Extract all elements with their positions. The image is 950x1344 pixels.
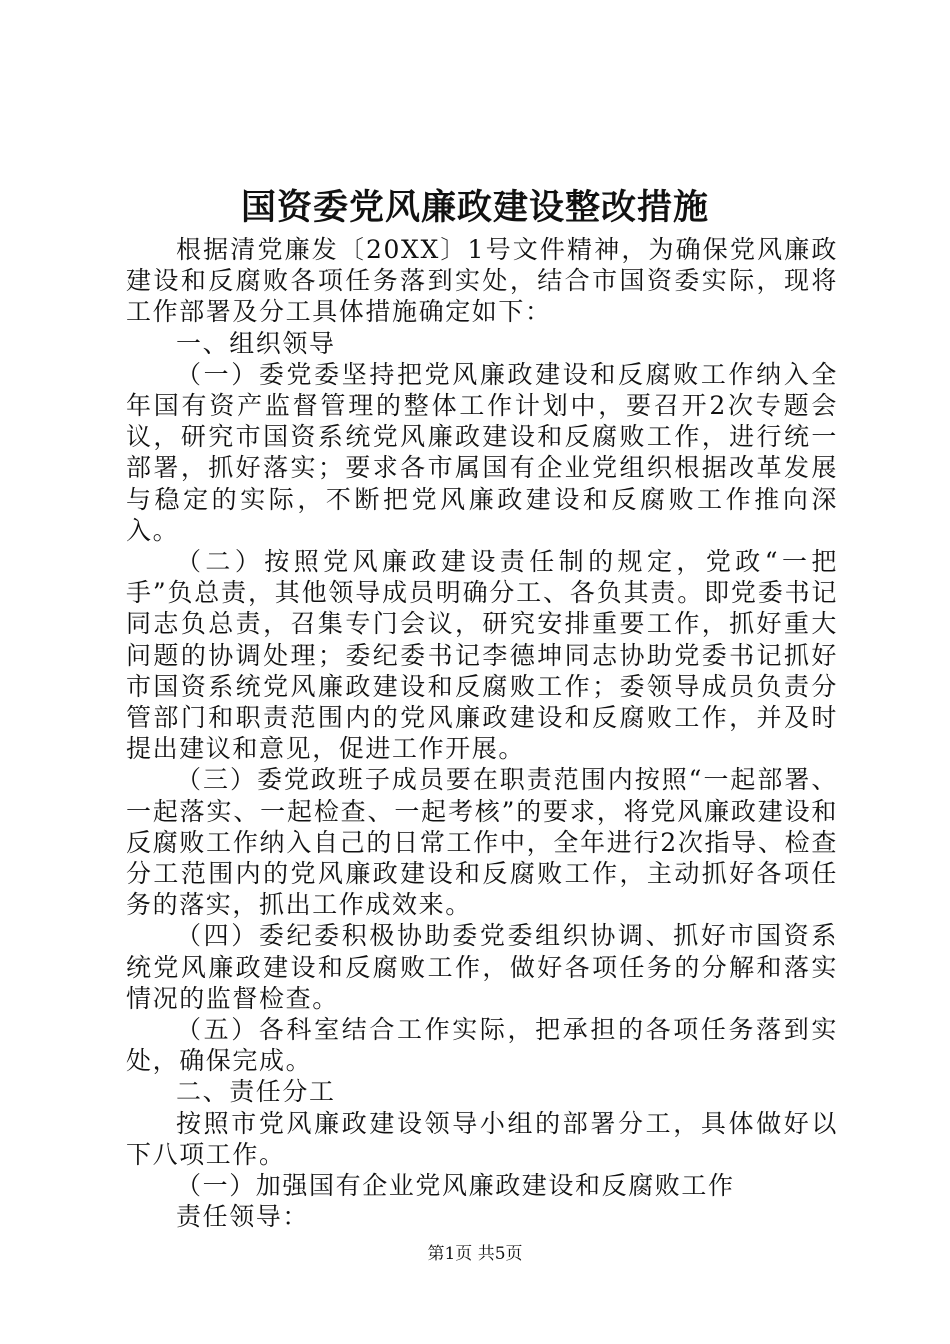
responsible-leader-label: 责任领导：	[176, 1202, 310, 1232]
paragraph-item-1-5: （五）各科室结合工作实际，把承担的各项任务落到实处，确保完成。	[126, 1015, 838, 1076]
paragraph-item-2-1: （一）加强国有企业党风廉政建设和反腐败工作	[176, 1171, 735, 1201]
section-heading-organization: 一、组织领导	[176, 328, 336, 358]
paragraph-item-1-3: （三）委党政班子成员要在职责范围内按照“一起部署、一起落实、一起检查、一起考核”的要求，将党风廉政建设和反腐败工作纳入自己的日常工作中，全年进行2次指导、检查分工范围内的党风廉政建设和反腐败工作，主动抓好各项任务的落实，抓出工作成效来。	[126, 765, 838, 920]
section-heading-responsibility: 二、责任分工	[176, 1077, 336, 1107]
paragraph-item-1-4: （四）委纪委积极协助委党委组织协调、抓好市国资系统党风廉政建设和反腐败工作，做好各项任务的分解和落实情况的监督检查。	[126, 921, 838, 1013]
section2-intro-paragraph: 按照市党风廉政建设领导小组的部署分工，具体做好以下八项工作。	[126, 1108, 838, 1169]
paragraph-item-1-1: （一）委党委坚持把党风廉政建设和反腐败工作纳入全年国有资产监督管理的整体工作计划中，要召开2次专题会议，研究市国资系统党风廉政建设和反腐败工作，进行统一部署，抓好落实；要求各市属国有企业党组织根据改革发展与稳定的实际，不断把党风廉政建设和反腐败工作推向深入。	[126, 359, 838, 545]
paragraph-item-1-2: （二）按照党风廉政建设责任制的规定，党政“一把手”负总责，其他领导成员明确分工、各负其责。即党委书记同志负总责，召集专门会议，研究安排重要工作，抓好重大问题的协调处理；委纪委书记李德坤同志协助党委书记抓好市国资系统党风廉政建设和反腐败工作；委领导成员负责分管部门和职责范围内的党风廉政建设和反腐败工作，并及时提出建议和意见，促进工作开展。	[126, 547, 838, 764]
document-body	[126, 234, 838, 1233]
intro-paragraph: 根据清党廉发〔20XX〕1号文件精神，为确保党风廉政建设和反腐败各项任务落到实处，结合市国资委实际，现将工作部署及分工具体措施确定如下：	[126, 235, 838, 327]
page-title: 国资委党风廉政建设整改措施	[240, 187, 709, 228]
page-number-footer: 第1页 共5页	[427, 1244, 523, 1264]
